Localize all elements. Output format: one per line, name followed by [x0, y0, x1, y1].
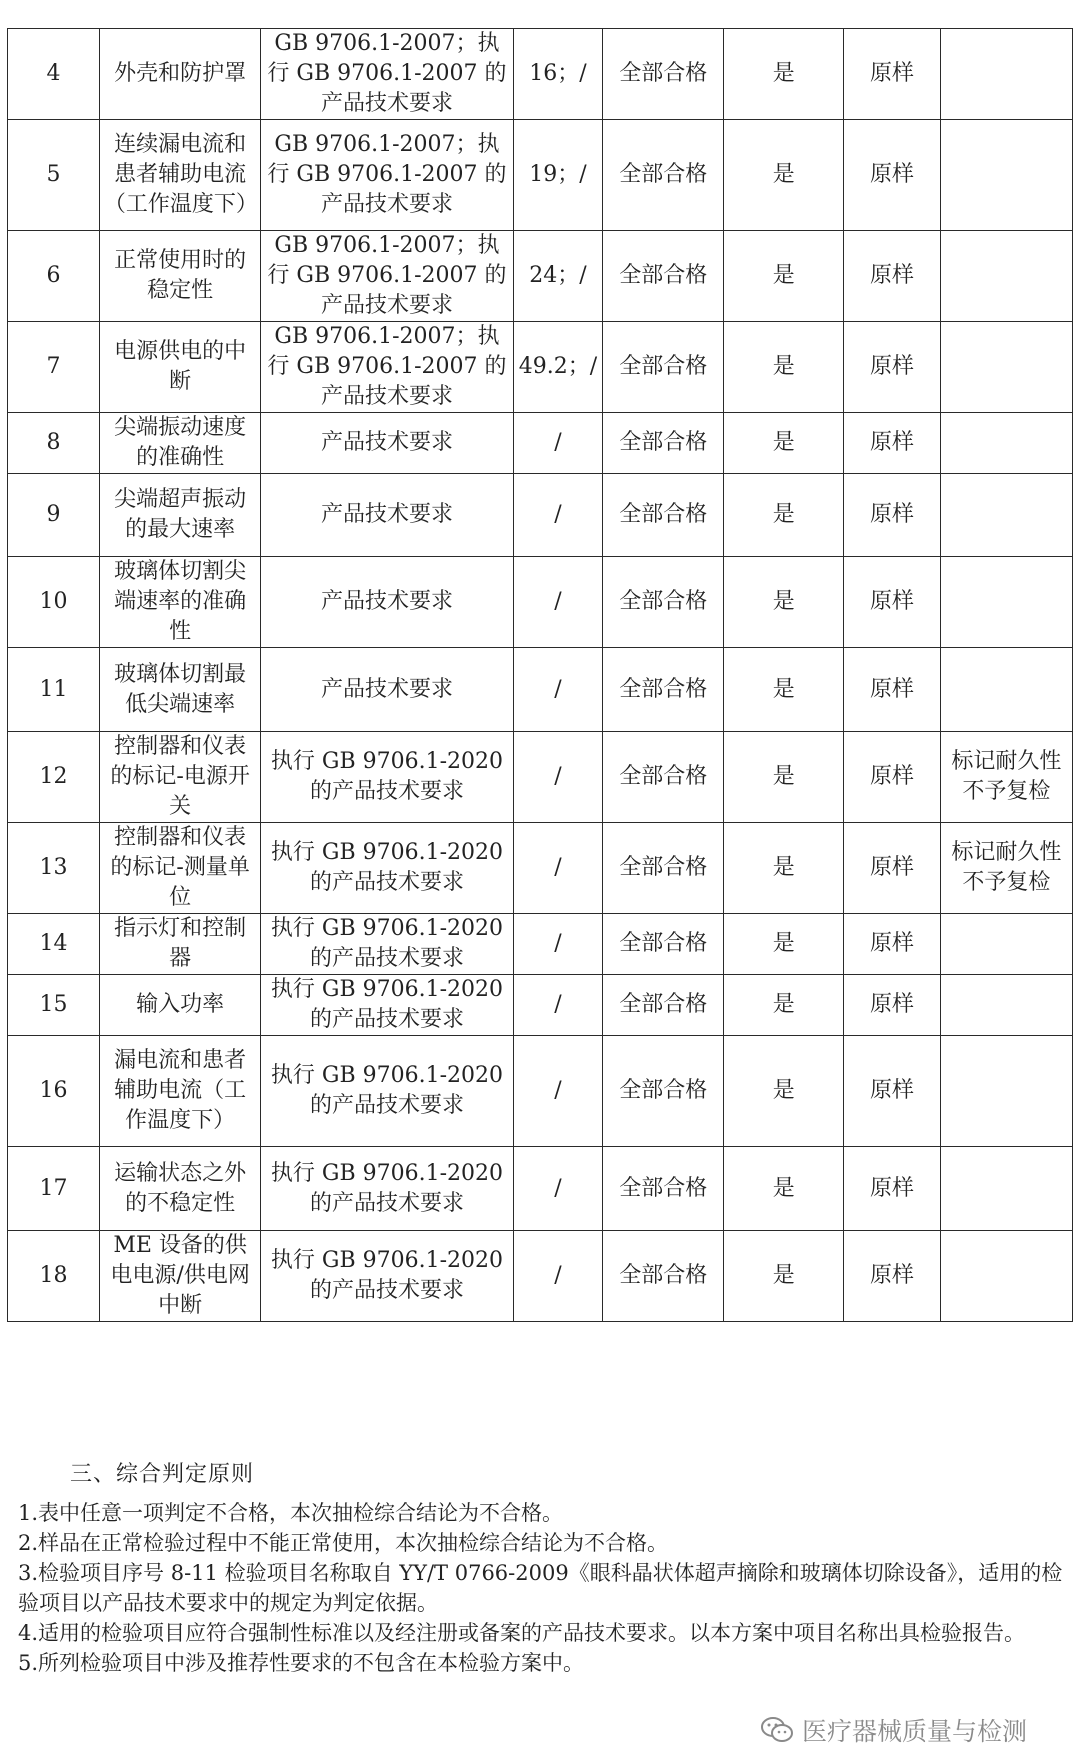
table-row [8, 1036, 1073, 1147]
cell-judgment: 全部合格 [603, 413, 724, 474]
cell-judgment: 全部合格 [603, 322, 724, 413]
cell-sample-state: 原样 [844, 1036, 940, 1147]
cell-item-name: 电源供电的中断 [99, 322, 260, 413]
table-row [8, 648, 1073, 732]
cell-num: 5 [8, 120, 100, 231]
cell-key-item: 是 [724, 120, 844, 231]
cell-item-name: 外壳和防护罩 [99, 29, 260, 120]
table-body [8, 29, 1073, 1322]
cell-standard: 产品技术要求 [261, 648, 513, 732]
cell-sample-state: 原样 [844, 322, 940, 413]
cell-clause: / [513, 413, 603, 474]
cell-clause: / [513, 823, 603, 914]
cell-standard: GB 9706.1-2007；执行 GB 9706.1-2007 的产品技术要求 [261, 120, 513, 231]
cell-note [940, 1036, 1072, 1147]
cell-key-item: 是 [724, 1147, 844, 1231]
cell-key-item: 是 [724, 231, 844, 322]
table-row [8, 231, 1073, 322]
table-row [8, 29, 1073, 120]
table-row [8, 914, 1073, 975]
cell-num: 14 [8, 914, 100, 975]
cell-clause: 16；/ [513, 29, 603, 120]
cell-num: 7 [8, 322, 100, 413]
cell-judgment: 全部合格 [603, 648, 724, 732]
cell-key-item: 是 [724, 732, 844, 823]
cell-sample-state: 原样 [844, 1147, 940, 1231]
cell-item-name: 玻璃体切割最低尖端速率 [99, 648, 260, 732]
cell-judgment: 全部合格 [603, 914, 724, 975]
cell-standard: 执行 GB 9706.1-2020 的产品技术要求 [261, 823, 513, 914]
cell-num: 6 [8, 231, 100, 322]
cell-clause: / [513, 975, 603, 1036]
cell-num: 8 [8, 413, 100, 474]
cell-key-item: 是 [724, 557, 844, 648]
cell-standard: 执行 GB 9706.1-2020 的产品技术要求 [261, 975, 513, 1036]
cell-item-name: 漏电流和患者辅助电流（工作温度下） [99, 1036, 260, 1147]
table-row [8, 1231, 1073, 1322]
cell-num: 15 [8, 975, 100, 1036]
cell-key-item: 是 [724, 823, 844, 914]
cell-note [940, 322, 1072, 413]
cell-item-name: 尖端超声振动的最大速率 [99, 474, 260, 557]
cell-judgment: 全部合格 [603, 557, 724, 648]
cell-sample-state: 原样 [844, 474, 940, 557]
cell-judgment: 全部合格 [603, 1036, 724, 1147]
cell-num: 11 [8, 648, 100, 732]
cell-note [940, 914, 1072, 975]
cell-sample-state: 原样 [844, 975, 940, 1036]
cell-clause: / [513, 1036, 603, 1147]
table-row [8, 557, 1073, 648]
cell-standard: GB 9706.1-2007；执行 GB 9706.1-2007 的产品技术要求 [261, 322, 513, 413]
cell-note [940, 648, 1072, 732]
cell-num: 10 [8, 557, 100, 648]
cell-note: 标记耐久性不予复检 [940, 732, 1072, 823]
cell-note [940, 120, 1072, 231]
principle-item: 3.检验项目序号 8-11 检验项目名称取自 YY/T 0766-2009《眼科晶状体超声摘除和玻璃体切除设备》，适用的检验项目以产品技术要求中的规定为判定依据。 [18, 1561, 1063, 1615]
cell-note [940, 413, 1072, 474]
wechat-icon [760, 1716, 794, 1744]
watermark-text: 医疗器械质量与检测 [802, 1717, 1028, 1746]
cell-sample-state: 原样 [844, 914, 940, 975]
cell-note [940, 474, 1072, 557]
principle-item: 4.适用的检验项目应符合强制性标准以及经注册或备案的产品技术要求。以本方案中项目名称出具检验报告。 [18, 1621, 1026, 1645]
cell-note [940, 29, 1072, 120]
cell-sample-state: 原样 [844, 648, 940, 732]
cell-clause: / [513, 557, 603, 648]
cell-standard: GB 9706.1-2007；执行 GB 9706.1-2007 的产品技术要求 [261, 29, 513, 120]
cell-item-name: 控制器和仪表的标记-测量单位 [99, 823, 260, 914]
cell-item-name: 指示灯和控制器 [99, 914, 260, 975]
cell-clause: / [513, 474, 603, 557]
cell-note [940, 1231, 1072, 1322]
cell-clause: / [513, 648, 603, 732]
cell-num: 13 [8, 823, 100, 914]
cell-note: 标记耐久性不予复检 [940, 823, 1072, 914]
cell-key-item: 是 [724, 29, 844, 120]
wechat-watermark [760, 1712, 1027, 1748]
cell-standard: 执行 GB 9706.1-2020 的产品技术要求 [261, 1147, 513, 1231]
table-row [8, 474, 1073, 557]
cell-clause: / [513, 914, 603, 975]
cell-clause: / [513, 732, 603, 823]
cell-item-name: 连续漏电流和患者辅助电流（工作温度下） [99, 120, 260, 231]
table-row [8, 975, 1073, 1036]
cell-clause: 24；/ [513, 231, 603, 322]
cell-sample-state: 原样 [844, 29, 940, 120]
cell-judgment: 全部合格 [603, 1147, 724, 1231]
cell-sample-state: 原样 [844, 413, 940, 474]
cell-item-name: 运输状态之外的不稳定性 [99, 1147, 260, 1231]
cell-clause: / [513, 1231, 603, 1322]
cell-key-item: 是 [724, 975, 844, 1036]
section-heading: 三、综合判定原则 [70, 1462, 255, 1487]
cell-clause: / [513, 1147, 603, 1231]
principle-item: 2.样品在正常检验过程中不能正常使用，本次抽检综合结论为不合格。 [18, 1531, 669, 1555]
cell-standard: 执行 GB 9706.1-2020 的产品技术要求 [261, 1231, 513, 1322]
judgment-principles [18, 1460, 1068, 1678]
cell-num: 16 [8, 1036, 100, 1147]
cell-item-name: 输入功率 [99, 975, 260, 1036]
table-row [8, 322, 1073, 413]
cell-judgment: 全部合格 [603, 823, 724, 914]
cell-num: 18 [8, 1231, 100, 1322]
cell-key-item: 是 [724, 413, 844, 474]
cell-key-item: 是 [724, 1036, 844, 1147]
cell-standard: GB 9706.1-2007；执行 GB 9706.1-2007 的产品技术要求 [261, 231, 513, 322]
cell-sample-state: 原样 [844, 823, 940, 914]
cell-note [940, 975, 1072, 1036]
cell-sample-state: 原样 [844, 231, 940, 322]
cell-standard: 产品技术要求 [261, 474, 513, 557]
cell-standard: 执行 GB 9706.1-2020 的产品技术要求 [261, 1036, 513, 1147]
cell-item-name: 玻璃体切割尖端速率的准确性 [99, 557, 260, 648]
cell-judgment: 全部合格 [603, 474, 724, 557]
cell-judgment: 全部合格 [603, 1231, 724, 1322]
cell-note [940, 231, 1072, 322]
cell-num: 4 [8, 29, 100, 120]
cell-item-name: 控制器和仪表的标记-电源开关 [99, 732, 260, 823]
cell-key-item: 是 [724, 914, 844, 975]
cell-num: 12 [8, 732, 100, 823]
cell-judgment: 全部合格 [603, 231, 724, 322]
table-row [8, 823, 1073, 914]
cell-standard: 执行 GB 9706.1-2020 的产品技术要求 [261, 914, 513, 975]
cell-judgment: 全部合格 [603, 975, 724, 1036]
cell-key-item: 是 [724, 1231, 844, 1322]
cell-clause: 19；/ [513, 120, 603, 231]
cell-judgment: 全部合格 [603, 29, 724, 120]
cell-key-item: 是 [724, 322, 844, 413]
cell-key-item: 是 [724, 474, 844, 557]
table-row [8, 413, 1073, 474]
table-row [8, 1147, 1073, 1231]
cell-note [940, 1147, 1072, 1231]
cell-sample-state: 原样 [844, 557, 940, 648]
cell-num: 17 [8, 1147, 100, 1231]
cell-sample-state: 原样 [844, 732, 940, 823]
table-row [8, 120, 1073, 231]
cell-standard: 产品技术要求 [261, 413, 513, 474]
cell-key-item: 是 [724, 648, 844, 732]
cell-item-name: 尖端振动速度的准确性 [99, 413, 260, 474]
principle-item: 1.表中任意一项判定不合格，本次抽检综合结论为不合格。 [18, 1501, 564, 1525]
cell-standard: 产品技术要求 [261, 557, 513, 648]
table-row [8, 732, 1073, 823]
cell-judgment: 全部合格 [603, 120, 724, 231]
principle-item: 5.所列检验项目中涉及推荐性要求的不包含在本检验方案中。 [18, 1651, 585, 1675]
cell-item-name: 正常使用时的稳定性 [99, 231, 260, 322]
cell-sample-state: 原样 [844, 1231, 940, 1322]
cell-item-name: ME 设备的供电电源/供电网中断 [99, 1231, 260, 1322]
cell-standard: 执行 GB 9706.1-2020 的产品技术要求 [261, 732, 513, 823]
cell-judgment: 全部合格 [603, 732, 724, 823]
cell-note [940, 557, 1072, 648]
cell-clause: 49.2；/ [513, 322, 603, 413]
inspection-items-table [7, 28, 1073, 1322]
cell-num: 9 [8, 474, 100, 557]
cell-sample-state: 原样 [844, 120, 940, 231]
